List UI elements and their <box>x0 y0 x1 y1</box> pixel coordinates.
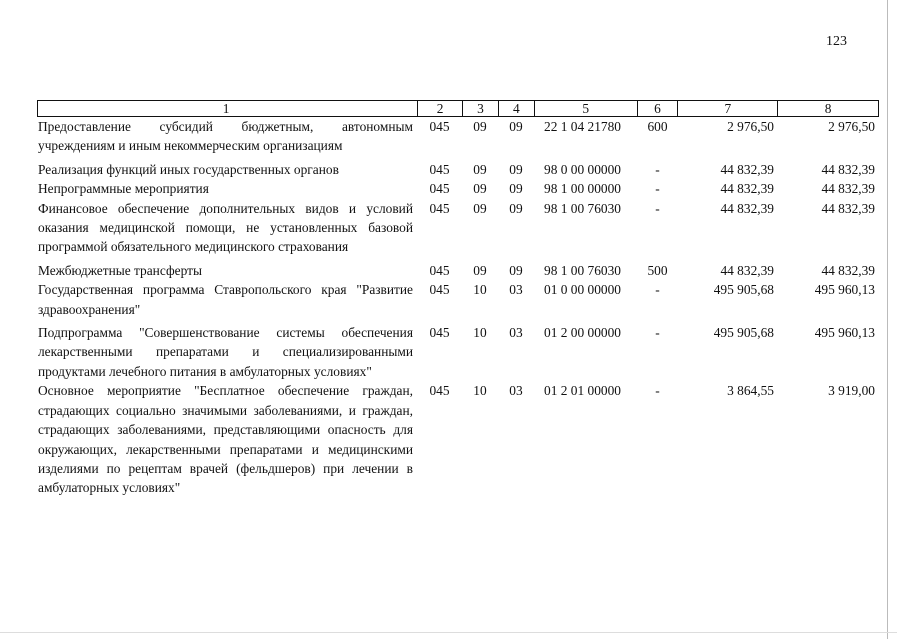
row-subsection: 03 <box>509 383 523 399</box>
scan-edge-line <box>887 0 888 639</box>
row-section: 09 <box>473 181 487 197</box>
row-amount-1: 44 832,39 <box>720 200 774 216</box>
scan-bottom-line <box>0 632 897 633</box>
row-amount-2: 44 832,39 <box>821 161 875 177</box>
table-row <box>37 280 879 319</box>
row-subsection: 09 <box>509 161 523 177</box>
row-amount-1: 495 905,68 <box>713 325 774 341</box>
row-section: 09 <box>473 161 487 177</box>
row-target: 98 1 00 76030 <box>544 262 621 278</box>
row-name: Предоставление субсидий бюджетным, автономным учреждениям и иным некоммерческим организациям <box>38 119 413 154</box>
row-code: 045 <box>429 325 450 341</box>
row-section: 09 <box>473 119 487 134</box>
row-code: 045 <box>429 181 450 197</box>
row-expense-type: - <box>655 200 660 216</box>
table-row <box>37 179 879 198</box>
row-subsection: 03 <box>509 282 523 298</box>
row-amount-2: 3 919,00 <box>828 383 875 399</box>
row-name: Непрограммные мероприятия <box>38 181 209 197</box>
row-target: 01 0 00 00000 <box>544 282 621 298</box>
column-header-1: 1 <box>222 101 230 116</box>
row-code: 045 <box>429 200 450 216</box>
page-number: 123 <box>826 34 847 49</box>
row-amount-2: 44 832,39 <box>821 200 875 216</box>
row-subsection: 09 <box>509 262 523 278</box>
budget-table <box>37 100 879 498</box>
row-expense-type: - <box>655 181 660 197</box>
row-amount-1: 2 976,50 <box>727 119 774 134</box>
row-expense-type: - <box>655 325 660 341</box>
row-code: 045 <box>429 119 450 134</box>
row-name: Основное мероприятие "Бесплатное обеспечение граждан, страдающих социально значимыми заболеваниями, и граждан, страдающих заболеваниями, представляющими опасность для окружающих, лекарственными препаратами и медицинскими изделиями по рецептам врачей (фельдшеров) при лечении в амбулаторных условиях" <box>38 383 413 496</box>
row-target: 98 1 00 00000 <box>544 181 621 197</box>
row-code: 045 <box>429 282 450 298</box>
table-row <box>37 381 879 497</box>
row-amount-2: 44 832,39 <box>821 262 875 278</box>
row-section: 09 <box>473 200 487 216</box>
row-section: 09 <box>473 262 487 278</box>
column-header-7: 7 <box>677 101 777 116</box>
column-header-5: 5 <box>534 101 637 116</box>
row-expense-type: - <box>655 282 660 298</box>
row-subsection: 09 <box>509 200 523 216</box>
row-amount-1: 44 832,39 <box>720 181 774 197</box>
row-code: 045 <box>429 262 450 278</box>
column-header-8: 8 <box>777 101 878 116</box>
row-name: Государственная программа Ставропольского края "Развитие здравоохранения" <box>38 282 413 317</box>
row-target: 98 1 00 76030 <box>544 200 621 216</box>
row-amount-1: 44 832,39 <box>720 262 774 278</box>
row-subsection: 09 <box>509 181 523 197</box>
table-header <box>37 100 879 117</box>
column-header-6: 6 <box>637 101 678 116</box>
row-expense-type: - <box>655 161 660 177</box>
row-section: 10 <box>473 282 487 298</box>
row-target: 98 0 00 00000 <box>544 161 621 177</box>
row-amount-1: 3 864,55 <box>727 383 774 399</box>
row-code: 045 <box>429 161 450 177</box>
table-row <box>37 160 879 179</box>
row-name: Финансовое обеспечение дополнительных видов и условий оказания медицинской помощи, не установленных базовой программой обязательного медицинского страхования <box>38 200 413 255</box>
row-code: 045 <box>429 383 450 399</box>
row-expense-type: 500 <box>647 262 668 278</box>
row-amount-2: 495 960,13 <box>814 282 875 298</box>
row-target: 22 1 04 21780 <box>544 119 621 134</box>
table-row <box>37 117 879 156</box>
row-name: Реализация функций иных государственных органов <box>38 161 339 177</box>
column-header-2: 2 <box>417 101 462 116</box>
row-target: 01 2 01 00000 <box>544 383 621 399</box>
row-expense-type: 600 <box>647 119 668 134</box>
row-subsection: 09 <box>509 119 523 134</box>
column-header-3: 3 <box>462 101 498 116</box>
table-row <box>37 261 879 280</box>
row-amount-1: 44 832,39 <box>720 161 774 177</box>
row-section: 10 <box>473 383 487 399</box>
row-target: 01 2 00 00000 <box>544 325 621 341</box>
row-section: 10 <box>473 325 487 341</box>
row-name: Подпрограмма "Совершенствование системы обеспечения лекарственными препаратами и специализированными продуктами лечебного питания в амбулаторных условиях" <box>38 325 413 379</box>
row-amount-1: 495 905,68 <box>713 282 774 298</box>
column-header-4: 4 <box>498 101 534 116</box>
row-amount-2: 495 960,13 <box>814 325 875 341</box>
row-amount-2: 2 976,50 <box>828 119 875 134</box>
row-name: Межбюджетные трансферты <box>38 262 202 278</box>
table-row <box>37 323 879 381</box>
table-row <box>37 199 879 257</box>
row-subsection: 03 <box>509 325 523 341</box>
row-expense-type: - <box>655 383 660 399</box>
row-amount-2: 44 832,39 <box>821 181 875 197</box>
